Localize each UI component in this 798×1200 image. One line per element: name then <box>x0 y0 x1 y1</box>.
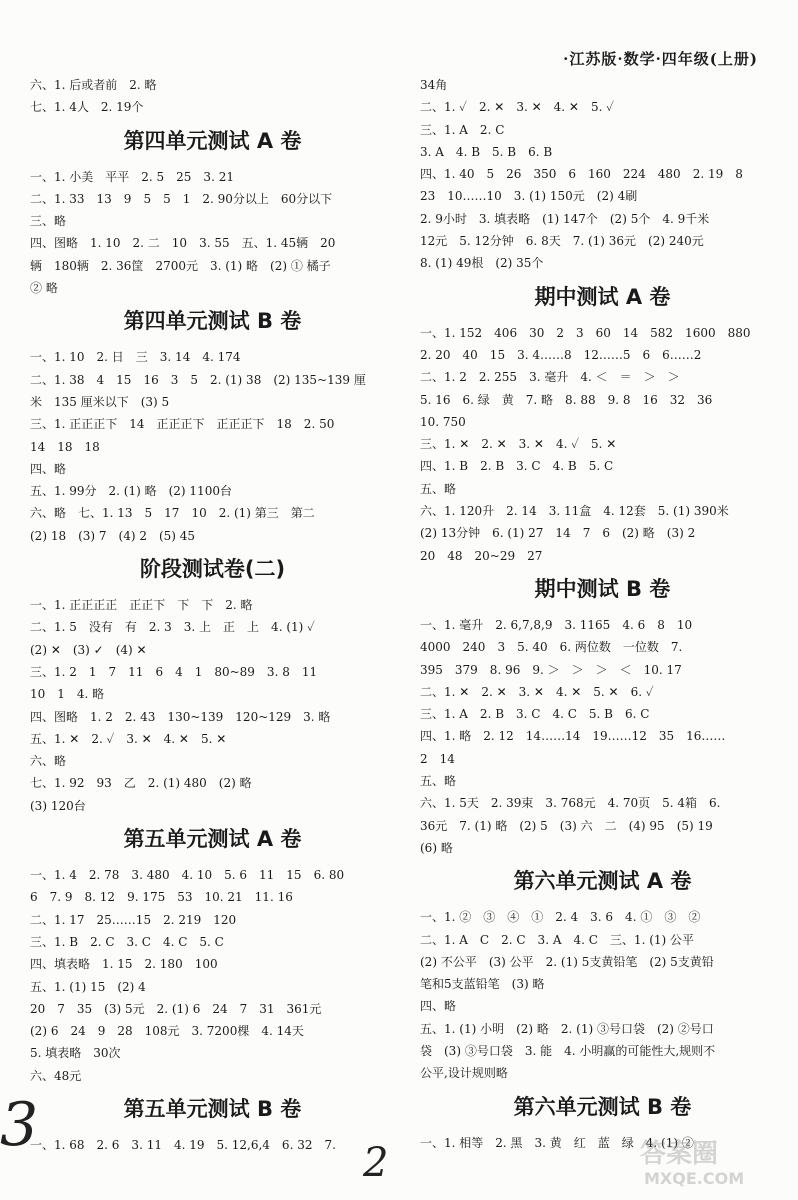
answer-line: 一、1. 10 2. 日 三 3. 14 4. 174 <box>30 350 241 365</box>
answer-line: 一、1. 正正正正 正正下 下 下 2. 略 <box>30 598 253 613</box>
answer-line: 一、1. 4 2. 78 3. 480 4. 10 5. 6 11 15 6. 80 <box>30 868 345 883</box>
answer-line: 五、1. 99分 2. (1) 略 (2) 1100台 <box>30 484 232 499</box>
answer-section <box>420 866 785 1084</box>
answer-line: 36元 7. (1) 略 (2) 5 (3) 六 二 (4) 95 (5) 19 <box>420 818 713 833</box>
section-title: 第六单元测试 B 卷 <box>513 1094 692 1119</box>
answer-line: 六、1. 120升 2. 14 3. 11盒 4. 12套 5. (1) 390米 <box>420 504 729 519</box>
answer-line: 三、略 <box>30 214 67 229</box>
answer-line: 20 48 20~29 27 <box>420 548 543 563</box>
answer-line: 六、略 七、1. 13 5 17 10 2. (1) 第三 第二 <box>30 506 315 521</box>
section-title: 期中测试 A 卷 <box>534 284 671 309</box>
svg-text:MXQE.COM: MXQE.COM <box>644 1169 745 1188</box>
left-column <box>30 74 395 1156</box>
answer-line: 四、填表略 1. 15 2. 180 100 <box>30 957 218 972</box>
answer-line: 米 135 厘米以下 (3) 5 <box>30 394 170 409</box>
answer-line: 六、略 <box>30 754 67 769</box>
answer-line: 五、1. ✕ 2. ✓ 3. ✕ 4. ✕ 5. ✕ <box>30 731 227 746</box>
answer-line: 二、1. 2 2. 255 3. 毫升 4. ＜ ＝ ＞ ＞ <box>420 370 680 385</box>
answer-line: 笔和5支蓝铅笔 (3) 略 <box>420 977 545 992</box>
answer-line: 六、1. 5天 2. 39束 3. 768元 4. 70页 5. 4箱 6. <box>420 796 721 811</box>
answer-line: 12元 5. 12分钟 6. 8天 7. (1) 36元 (2) 240元 <box>420 234 704 249</box>
answer-section <box>30 554 395 817</box>
answer-line: (2) 13分钟 6. (1) 27 14 7 6 (2) 略 (3) 2 <box>420 526 696 541</box>
answer-line: 三、1. A 2. B 3. C 4. C 5. B 6. C <box>420 707 650 722</box>
answer-line: 二、1. A C 2. C 3. A 4. C 三、1. (1) 公平 <box>420 932 695 947</box>
answer-line: (2) 6 24 9 28 108元 3. 7200棵 4. 14天 <box>30 1024 304 1039</box>
answer-line: 3. A 4. B 5. B 6. B <box>420 144 553 159</box>
answer-line: 五、略 <box>420 774 457 789</box>
section-title: 第六单元测试 A 卷 <box>513 869 692 894</box>
answer-line: 二、1. ✓ 2. ✕ 3. ✕ 4. ✕ 5. ✓ <box>420 100 614 115</box>
answer-line: 四、1. 略 2. 12 14……14 19……12 35 16…… <box>420 729 726 744</box>
answer-line: 四、1. B 2. B 3. C 4. B 5. C <box>420 459 614 474</box>
answer-line: 8. (1) 49根 (2) 35个 <box>420 256 544 271</box>
answer-section <box>420 74 785 275</box>
answer-line: 一、1. 毫升 2. 6,7,8,9 3. 1165 4. 6 8 10 <box>420 617 693 632</box>
answer-line: 辆 180辆 2. 36筐 2700元 3. (1) 略 (2) ① 橘子 <box>30 258 331 273</box>
answer-line: 二、1. 38 4 15 16 3 5 2. (1) 38 (2) 135~139 厘 <box>30 372 366 387</box>
answer-line: 袋 (3) ③号口袋 3. 能 4. 小明赢的可能性大,规则不 <box>420 1043 716 1058</box>
answer-line: 七、1. 4人 2. 19个 <box>30 100 144 115</box>
answer-section <box>30 824 395 1087</box>
answer-line: (2) ✕ (3) ✓ (4) ✕ <box>30 642 147 657</box>
answer-section <box>420 574 785 859</box>
answer-line: 四、1. 40 5 26 350 6 160 224 480 2. 19 8 <box>420 167 743 182</box>
answer-line: 一、1. 68 2. 6 3. 11 4. 19 5. 12,6,4 6. 32 7. <box>30 1137 336 1152</box>
answer-section <box>30 126 395 300</box>
answer-section <box>30 1094 395 1156</box>
answer-line: 四、略 <box>30 461 67 476</box>
svg-text:答案圈: 答案圈 <box>640 1139 719 1169</box>
answer-line: 5. 16 6. 绿 黄 7. 略 8. 88 9. 8 16 32 36 <box>420 392 713 407</box>
right-column <box>420 74 785 1154</box>
answer-line: 二、1. 33 13 9 5 5 1 2. 90分以上 60分以下 <box>30 191 333 206</box>
answer-line: (2) 18 (3) 7 (4) 2 (5) 45 <box>30 528 196 543</box>
answer-line: 2. 20 40 15 3. 4……8 12……5 6 6……2 <box>420 347 702 362</box>
answer-line: 10. 750 <box>420 414 466 429</box>
answer-line: 5. 填表略 30次 <box>30 1046 121 1061</box>
section-title: 第四单元测试 A 卷 <box>123 128 302 153</box>
answer-line: 4000 240 3 5. 40 6. 两位数 一位数 7. <box>420 640 683 655</box>
answer-line: 六、1. 后或者前 2. 略 <box>30 78 157 92</box>
answer-line: 四、图略 1. 10 2. 二 10 3. 55 五、1. 45辆 20 <box>30 236 336 251</box>
answer-line: 一、1. 相等 2. 黑 3. 黄 红 蓝 绿 4. (1) ② <box>420 1135 694 1150</box>
answer-line: 五、1. (1) 小明 (2) 略 2. (1) ③号口袋 (2) ②号口 <box>420 1021 714 1036</box>
answer-line: 二、1. 5 没有 有 2. 3 3. 上 正 上 4. (1) ✓ <box>30 620 315 635</box>
answer-line: 14 18 18 <box>30 439 100 454</box>
answer-line: 10 1 4. 略 <box>30 687 105 702</box>
answer-line: 三、1. A 2. C <box>420 122 505 137</box>
section-title: 第五单元测试 A 卷 <box>123 827 302 852</box>
answer-line: 34角 <box>420 78 448 92</box>
answer-line: (2) 不公平 (3) 公平 2. (1) 5支黄铅笔 (2) 5支黄铅 <box>420 954 714 969</box>
answer-line: 三、1. 正正正下 14 正正正下 正正正下 18 2. 50 <box>30 417 335 432</box>
answer-line: 三、1. B 2. C 3. C 4. C 5. C <box>30 934 224 949</box>
answer-line: 23 10……10 3. (1) 150元 (2) 4刷 <box>420 189 638 204</box>
handwritten-page-number: 2 <box>363 1140 389 1186</box>
answer-line: 20 7 35 (3) 5元 2. (1) 6 24 7 31 361元 <box>30 1001 322 1016</box>
answer-line: 三、1. ✕ 2. ✕ 3. ✕ 4. ✓ 5. ✕ <box>420 437 617 452</box>
answer-line: 395 379 8. 96 9. ＞ ＞ ＞ ＜ 10. 17 <box>420 662 682 677</box>
watermark-logo <box>630 1132 780 1192</box>
answer-line: 一、1. 小美 平平 2. 5 25 3. 21 <box>30 169 234 184</box>
answer-line: 五、略 <box>420 481 457 496</box>
handwritten-left-mark: 3 <box>0 1090 39 1160</box>
answer-line: 二、1. ✕ 2. ✕ 3. ✕ 4. ✕ 5. ✕ 6. ✓ <box>420 684 654 699</box>
answer-line: 2 14 <box>420 751 455 766</box>
answer-section <box>420 282 785 567</box>
answer-line: 四、图略 1. 2 2. 43 130~139 120~129 3. 略 <box>30 709 331 724</box>
answer-line: 三、1. 2 1 7 11 6 4 1 80~89 3. 8 11 <box>30 664 318 679</box>
answer-line: ② 略 <box>30 281 58 296</box>
page-header: ·江苏版·数学·四年级(上册) <box>563 50 758 68</box>
answer-line: 五、1. (1) 15 (2) 4 <box>30 979 146 994</box>
section-title: 阶段测试卷(二) <box>139 557 286 582</box>
answer-line: 四、略 <box>420 999 457 1014</box>
section-title: 第五单元测试 B 卷 <box>123 1096 302 1121</box>
section-title: 第四单元测试 B 卷 <box>123 309 302 334</box>
answer-line: 一、1. 152 406 30 2 3 60 14 582 1600 880 <box>420 325 751 340</box>
answer-line: 2. 9小时 3. 填表略 (1) 147个 (2) 5个 4. 9千米 <box>420 211 710 226</box>
answer-line: (6) 略 <box>420 840 453 855</box>
answer-line: 六、48元 <box>30 1068 82 1083</box>
answer-section <box>30 306 395 547</box>
answer-line: 七、1. 92 93 乙 2. (1) 480 (2) 略 <box>30 776 252 791</box>
answer-section <box>30 74 395 119</box>
answer-line: 二、1. 17 25……15 2. 219 120 <box>30 912 237 927</box>
answer-line: 6 7. 9 8. 12 9. 175 53 10. 21 11. 16 <box>30 890 293 905</box>
section-title: 期中测试 B 卷 <box>534 576 671 601</box>
answer-line: 一、1. ② ③ ④ ① 2. 4 3. 6 4. ① ③ ② <box>420 910 701 925</box>
answer-line: (3) 120台 <box>30 798 86 813</box>
answer-line: 公平,设计规则略 <box>420 1066 508 1081</box>
